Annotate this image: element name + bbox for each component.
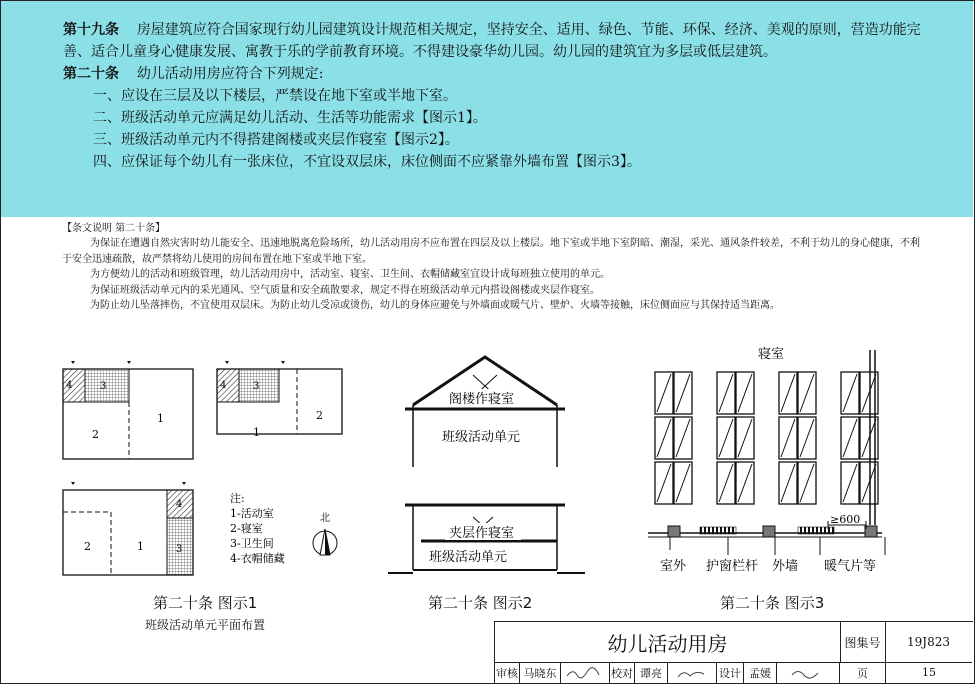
bed xyxy=(779,417,816,459)
bed xyxy=(655,372,692,414)
label-2: 2 xyxy=(316,409,323,422)
label-1: 1 xyxy=(137,540,144,553)
figure-1-caption: 第二十条 图示1 xyxy=(153,594,258,612)
north-label: 北 xyxy=(320,513,330,524)
explanation-title: 【条文说明 第二十条】 xyxy=(62,223,166,234)
label-4: 4 xyxy=(220,380,227,391)
room-label: 寝室 xyxy=(758,347,785,362)
bed xyxy=(717,417,754,459)
legend-item: 3-卫生间 xyxy=(230,537,274,550)
bed xyxy=(655,417,692,459)
legend-item: 2-寝室 xyxy=(230,522,263,535)
sheet-title: 幼儿活动用房 xyxy=(495,622,841,663)
article-text xyxy=(63,19,923,173)
article-19-body: 房屋建筑应符合国家现行幼儿园建筑设计规范相关规定，坚持安全、适用、绿色、节能、环保、经济、美观的原则，营造功能完善、适合儿童身心健康发展、寓教于乐的学前教育环境。不得建设豪华幼儿园。幼儿园的建筑宜为多层或低层建筑。 xyxy=(63,22,921,60)
design-label: 设计 xyxy=(717,662,744,683)
attic-label: 阁楼作寝室 xyxy=(449,392,515,407)
radiator-label: 暖气片等 xyxy=(824,559,877,574)
dimension-label: ≥600 xyxy=(830,513,861,526)
article-20-item: 四、应保证每个幼儿有一张床位，不宜设双层床，床位侧面不应紧靠外墙布置【图示3】。 xyxy=(93,154,641,170)
checker-name: 谭亮 xyxy=(635,662,668,683)
explanation-paragraph: 为方便幼儿的活动和班级管理，幼儿活动用房中，活动室、寝室、卫生间、衣帽储藏室宜设计成每班独立使用的单元。 xyxy=(90,269,610,281)
bed xyxy=(717,462,754,504)
section-attic xyxy=(405,357,565,467)
plan-c xyxy=(63,482,193,575)
designer-signature xyxy=(777,662,840,683)
label-1: 1 xyxy=(157,412,164,425)
article-19-head: 第十九条 xyxy=(63,22,119,38)
designer-name: 孟媛 xyxy=(744,662,777,683)
article-20-item: 三、班级活动单元内不得搭建阁楼或夹层作寝室【图示2】。 xyxy=(93,132,459,148)
bed xyxy=(841,462,878,504)
bed xyxy=(779,372,816,414)
label-3: 3 xyxy=(100,381,107,392)
atlas-label: 图集号 xyxy=(840,622,886,663)
legend-title: 注: xyxy=(230,492,245,505)
explanation-paragraph: 为保证班级活动单元内的采光通风、空气质量和安全疏散要求，规定不得在班级活动单元内搭设阁楼或夹层作寝室。 xyxy=(90,284,600,296)
article-20-intro: 幼儿活动用房应符合下列规定: xyxy=(136,66,324,82)
figure-3-caption: 第二十条 图示3 xyxy=(720,594,825,612)
wall-label: 外墙 xyxy=(772,559,799,574)
figure-2-caption: 第二十条 图示2 xyxy=(428,594,533,612)
north-arrow-icon xyxy=(313,512,337,555)
bed xyxy=(655,462,692,504)
explanation xyxy=(62,221,922,313)
title-block xyxy=(494,621,973,683)
explanation-paragraph: 为防止幼儿坠落摔伤，不宜使用双层床。为防止幼儿受凉或烫伤，幼儿的身体应避免与外墙面或暖气片、壁炉、火墙等接触，床位侧面应与其保持适当距离。 xyxy=(90,300,780,312)
article-20 xyxy=(63,63,923,85)
outdoor-label: 室外 xyxy=(660,559,687,574)
bed xyxy=(841,417,878,459)
figure-1-legend xyxy=(226,488,356,578)
label-1: 1 xyxy=(253,426,260,439)
unit-label: 班级活动单元 xyxy=(429,550,508,565)
figure-3-beds xyxy=(640,345,890,580)
article-20-head: 第二十条 xyxy=(63,66,119,82)
atlas-number: 19J823 xyxy=(885,622,972,663)
railing-label: 护窗栏杆 xyxy=(706,559,759,574)
reviewer-signature xyxy=(561,662,610,683)
legend-item: 1-活动室 xyxy=(230,507,274,520)
page-number: 15 xyxy=(922,666,936,679)
label-4: 4 xyxy=(66,380,73,391)
bed xyxy=(717,372,754,414)
reviewer-name: 马晓东 xyxy=(520,662,561,683)
mezzanine-label: 夹层作寝室 xyxy=(449,526,515,541)
plan-a xyxy=(63,361,193,459)
bed-grid xyxy=(655,372,878,504)
label-2: 2 xyxy=(84,540,91,553)
check-label: 校对 xyxy=(610,662,635,683)
label-2: 2 xyxy=(92,428,99,441)
figure-1-subcaption: 班级活动单元平面布置 xyxy=(145,618,266,632)
article-20-item: 一、应设在三层及以下楼层，严禁设在地下室或半地下室。 xyxy=(93,88,457,104)
explanation-paragraph: 为保证在遭遇自然灾害时幼儿能安全、迅速地脱离危险场所，幼儿活动用房不应布置在四层及以上楼层。地下室或半地下室阴暗、潮湿，采光、通风条件较差，不利于幼儿的身心健康，不利于安全迅速疏散，故严禁将幼儿使用的房间布置在地下室或半地下室。 xyxy=(62,238,920,265)
bed xyxy=(779,462,816,504)
bed xyxy=(841,372,878,414)
label-3: 3 xyxy=(176,544,183,555)
review-label: 审核 xyxy=(495,662,520,683)
signature-row xyxy=(495,662,973,683)
article-19 xyxy=(63,19,923,63)
article-band xyxy=(1,1,973,217)
section-mezzanine xyxy=(388,505,585,573)
page-label: 页 xyxy=(840,662,886,683)
label-3: 3 xyxy=(253,381,260,392)
legend-item: 4-衣帽储藏 xyxy=(230,552,285,565)
checker-signature xyxy=(668,662,717,683)
figure-2-sections xyxy=(385,345,600,585)
unit-label: 班级活动单元 xyxy=(442,430,521,445)
article-20-item: 二、班级活动单元应满足幼儿活动、生活等功能需求【图示1】。 xyxy=(93,110,487,126)
label-4: 4 xyxy=(176,499,183,510)
